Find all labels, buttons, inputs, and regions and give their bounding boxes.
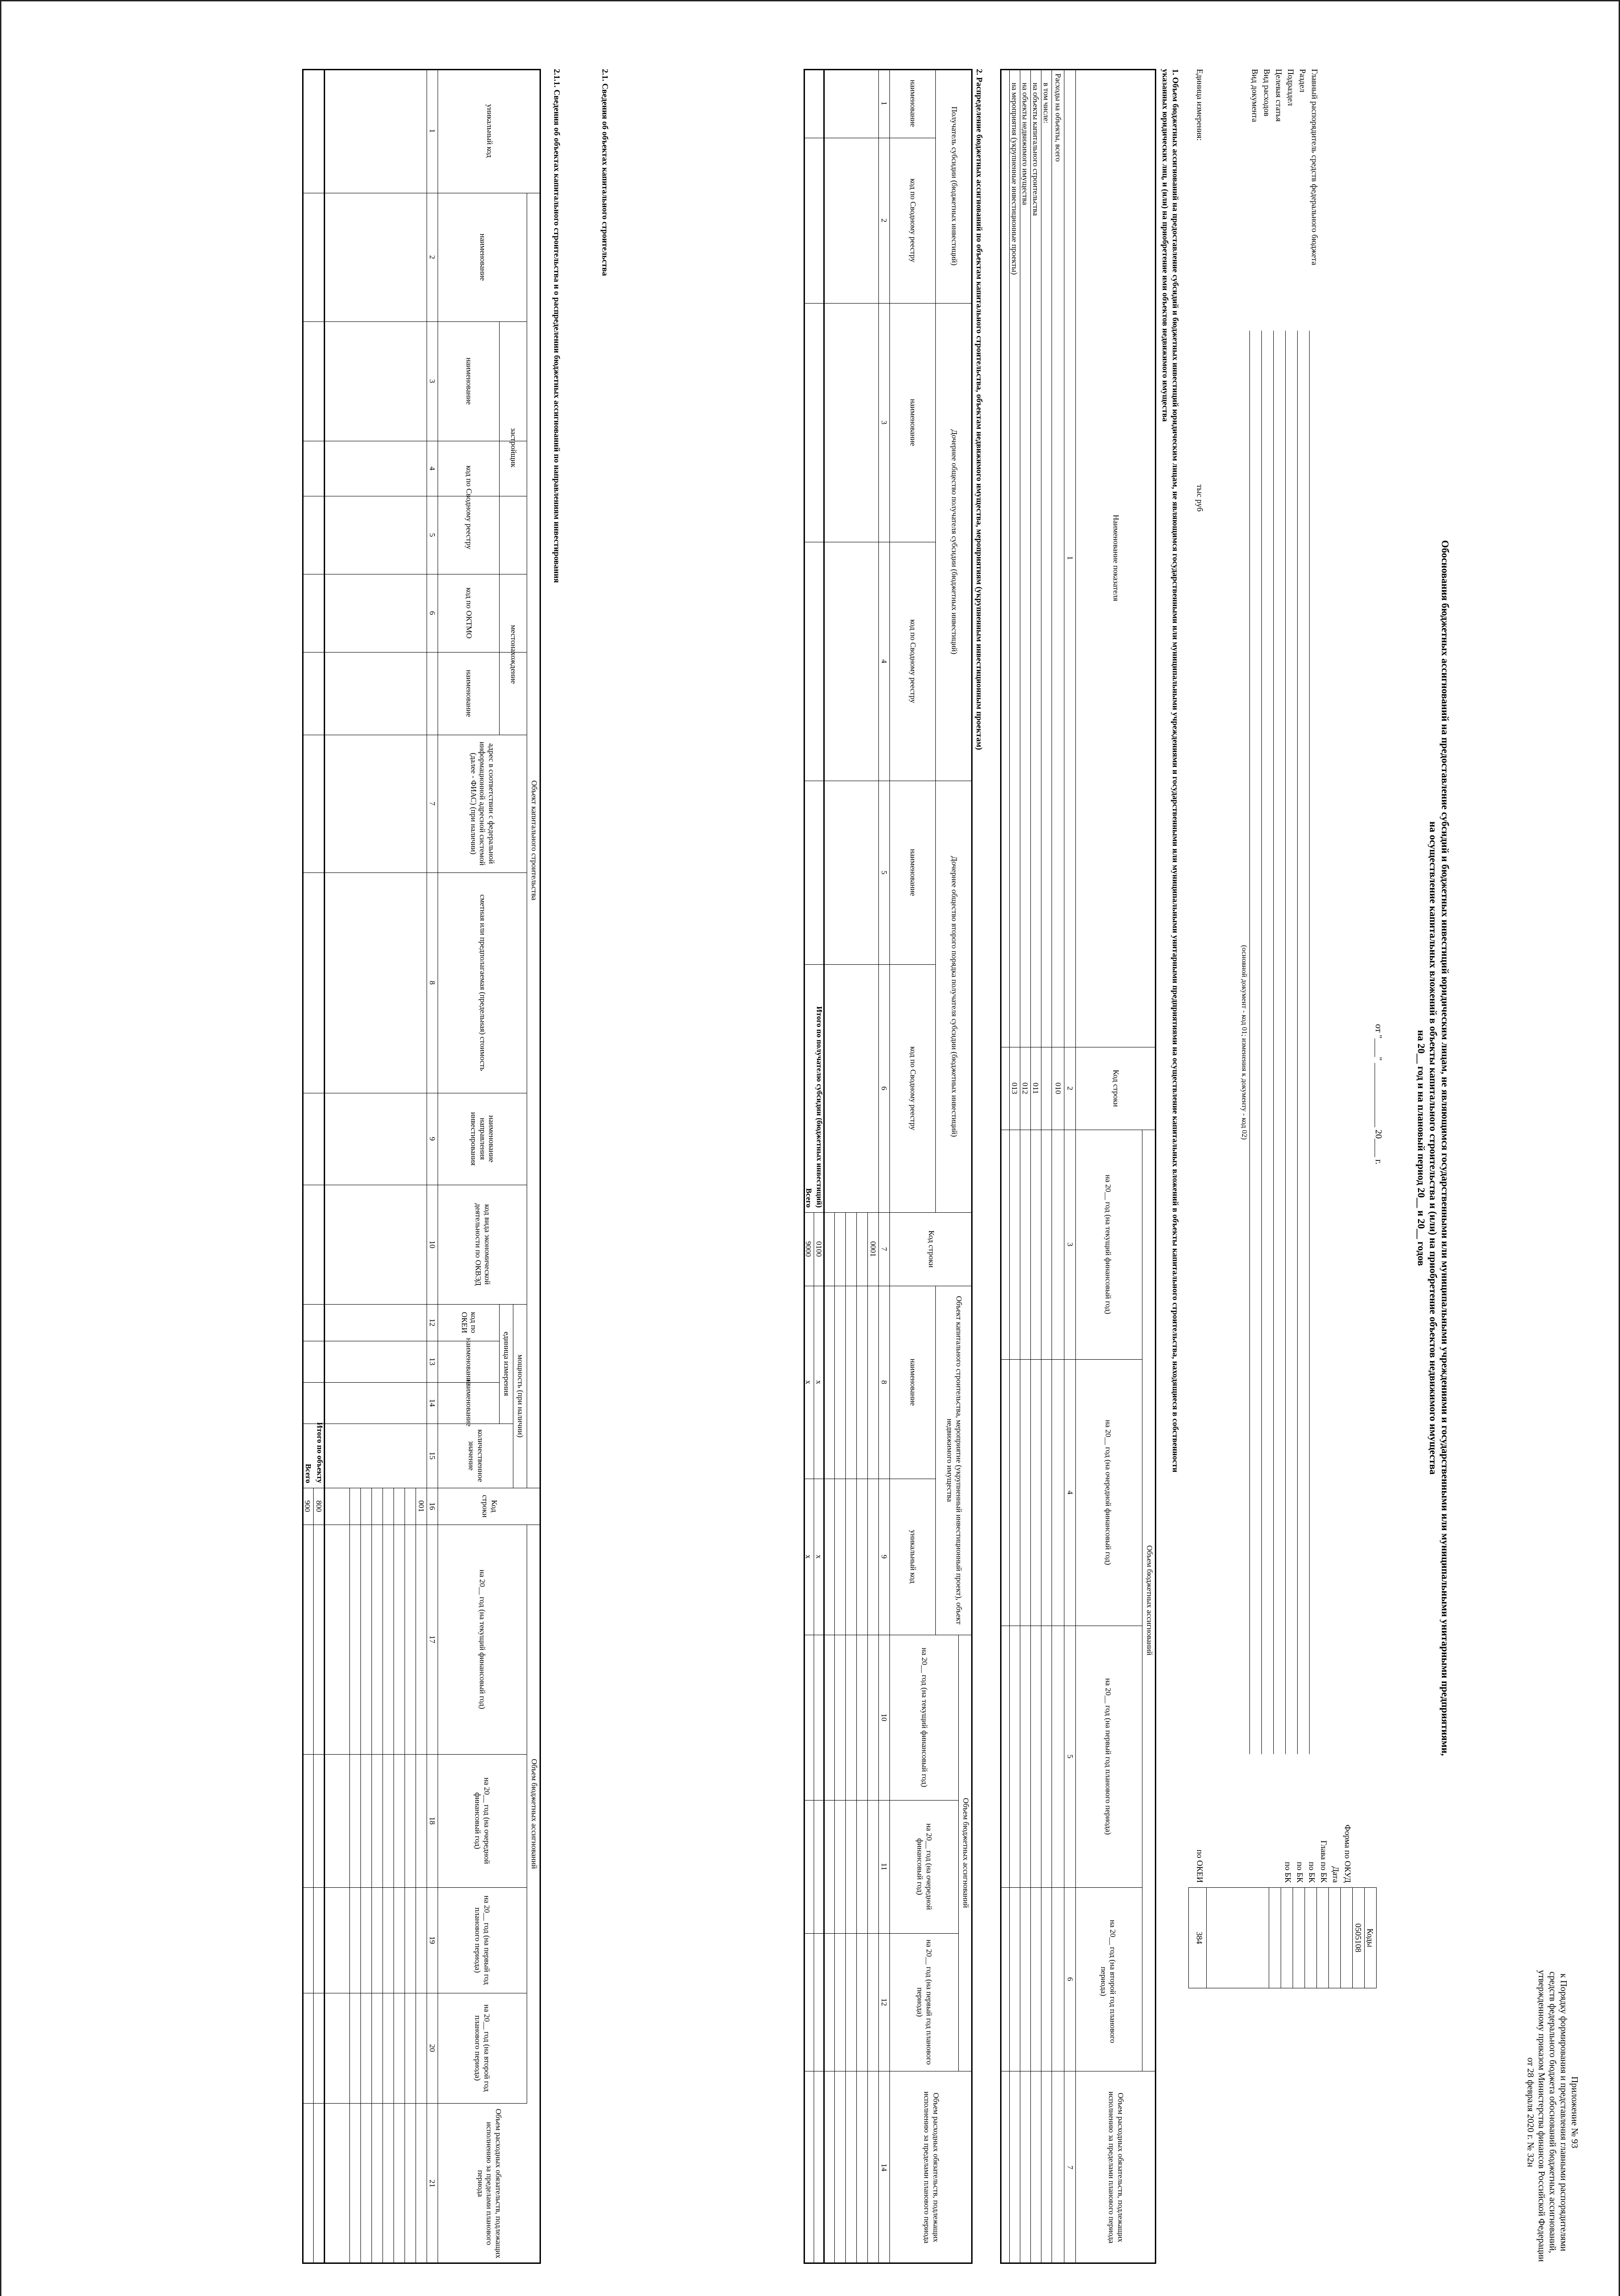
s2-grand-label: Всего <box>804 1188 813 1208</box>
col-num: 13 <box>428 1357 437 1366</box>
s2-head-name: наименование <box>908 79 917 127</box>
s2-head-volume: Объем бюджетных ассигнований <box>961 1798 970 1908</box>
x-mark: x <box>815 1380 824 1384</box>
codes-label: по БК <box>1295 1862 1305 1883</box>
s2-rule <box>834 1212 835 2264</box>
col-num: 10 <box>428 1240 437 1249</box>
col-num: 15 <box>428 1452 437 1460</box>
col-num: 16 <box>428 1502 437 1510</box>
s21-head-qty: количественное значение <box>467 1429 485 1482</box>
col-num: 1 <box>1065 556 1074 560</box>
s21-head-pname: наименование <box>464 1379 473 1427</box>
s21-obj-total-code: 800 <box>315 1500 324 1512</box>
col-num: 19 <box>428 1936 437 1944</box>
codes-label: по ОКЕИ <box>1195 1849 1204 1883</box>
s2-rule <box>845 1212 846 2264</box>
col-num: 6 <box>880 1086 889 1091</box>
s21-obj-total-label: Итого по объекту <box>315 1422 324 1483</box>
fill-line[interactable] <box>1249 331 1250 1754</box>
s21-head-y3: на 20__ год (на первый год планового периода) <box>473 1895 492 1985</box>
s21-col <box>302 1887 527 1888</box>
codes-rule <box>1340 1887 1341 1988</box>
s21-head-okved: код вида экономической деятельности по ОКВЭД <box>474 1203 492 1286</box>
s2-head-code: Код строки <box>927 1230 936 1268</box>
s2-row-code: 0001 <box>869 1241 878 1257</box>
s2-head-reg: код по Сводному реестру <box>908 619 917 703</box>
codes-rule <box>1328 1887 1329 1988</box>
s21-grand-code: 900 <box>303 1500 312 1512</box>
date-line: от "____" ______________ 20____ г. <box>1373 1024 1384 1165</box>
okud-code: 0505108 <box>1354 1923 1363 1953</box>
col-num: 11 <box>880 1863 889 1871</box>
col-num: 4 <box>880 659 889 664</box>
s2-head-y1: на 20__ год (на текущий финансовый год) <box>920 1648 929 1787</box>
s21-rule <box>313 1488 314 2264</box>
s2-head-sub1: Дочернее общество получателя субсидии (бюджетных инвестиций) <box>950 429 959 654</box>
s21-head-dev: застройщик <box>509 428 518 467</box>
page-title-line3: на 20__ год и на плановый период 20__ и 20__ годов <box>1416 1030 1427 1266</box>
s2-head-object: Объект капитального строительства, мероприятие (укрупненный инвестиционный проект), объект недвижимого имущества <box>945 1296 963 1625</box>
x-mark: x <box>804 1554 813 1559</box>
fill-line[interactable] <box>1273 331 1274 1754</box>
s21-head-dir: наименование направления инвестирования <box>469 1112 496 1166</box>
okei-code: 384 <box>1195 1931 1204 1944</box>
s2-head-uniq: уникальный код <box>908 1530 917 1584</box>
page-title-line2: на осуществление капитальных вложений в объекты капитального строительства и (или) на приобретение объектов недвижимого имущества <box>1428 821 1439 1475</box>
s2-head-name: наименование <box>908 1358 917 1406</box>
fill-line[interactable] <box>1261 331 1262 1754</box>
s21-head-y2: на 20__ год (на очередной финансовый год) <box>473 1777 492 1864</box>
s2-rule <box>867 1212 868 2264</box>
field-label: Главный распорядитель средств федерального бюджета <box>1310 69 1319 265</box>
appendix-line: от 28 февраля 2020 г. № 32н <box>1525 2057 1536 2167</box>
col-num: 7 <box>880 1247 889 1251</box>
s21-col <box>302 872 527 873</box>
s21-head-dev-reg: код по Сводному реестру <box>464 465 473 550</box>
s2-grand-code: 9000 <box>804 1241 813 1257</box>
col-num: 3 <box>428 379 437 383</box>
col-num: 7 <box>428 801 437 806</box>
s1-head-volume: Объем бюджетных ассигнований <box>1145 1545 1154 1655</box>
s1-row-code: 011 <box>1031 1082 1040 1094</box>
section21-title: 2.1. Сведения об объектах капитального строительства <box>601 69 610 276</box>
col-num: 9 <box>428 1137 437 1141</box>
s2-head-beyond: Объем расходных обязательств, подлежащих исполнению за пределами планового периода <box>922 2091 940 2244</box>
col-num: 12 <box>428 1318 437 1327</box>
col-num: 3 <box>880 420 889 425</box>
section211-title: 2.1.1. Сведения об объектах капитального строительства и о распределении бюджетных ассигнований по направлениям инвестирования <box>552 69 562 583</box>
s2-head-name: наименование <box>908 399 917 446</box>
col-num: 3 <box>1065 1242 1074 1247</box>
appendix-line: средств федерального бюджета обоснований бюджетных ассигнований, <box>1547 1971 1558 2253</box>
col-num: 6 <box>1065 1977 1074 1981</box>
s1-row-code: 013 <box>1010 1082 1019 1094</box>
s1-row-code: 012 <box>1021 1082 1029 1094</box>
s1-head-beyond: Объем расходных обязательств, подлежащих исполнению за пределами планового периода <box>1107 2091 1125 2244</box>
s1-head-y1: на 20__ год (на текущий финансовый год) <box>1103 1175 1113 1314</box>
s21-rule <box>360 1488 361 2264</box>
codes-label: по БК <box>1307 1862 1316 1883</box>
s1-head-y4: на 20__ год (на второй год планового периода) <box>1099 1919 1117 2043</box>
s21-head-unit: единица измерения <box>502 1331 511 1396</box>
s1-row-label: Расходы на объекты, всего <box>1054 73 1063 162</box>
s21-head-y4: на 20__ год (на второй год планового периода) <box>473 2004 492 2092</box>
fill-line[interactable] <box>1297 331 1298 1754</box>
appendix-line: к Порядку формирования и представления главными распорядителями <box>1558 1973 1569 2251</box>
s21-col <box>302 2103 527 2104</box>
s1-row-label: на объекты недвижимого имущества <box>1021 83 1029 205</box>
section2-title: 2. Распределение бюджетных ассигнований по объектам капитального строительства, объектам недвижимого имущества, мероприятиям (укрупненным инвестиционным проектам) <box>975 69 984 750</box>
s1-row-label: на объекты капитального строительства <box>1031 83 1040 216</box>
col-num: 4 <box>1065 1490 1074 1495</box>
col-num: 2 <box>428 255 437 259</box>
s2-head-reg: код по Сводному реестру <box>908 178 917 263</box>
col-num: 7 <box>1065 2165 1074 2170</box>
col-num: 20 <box>428 2044 437 2052</box>
codes-rule <box>1316 1887 1317 1988</box>
s21-head-volume: Объем бюджетных ассигнований <box>529 1759 539 1869</box>
s2-head-name: наименование <box>908 849 917 896</box>
s2-total-label: Итого по получателю субсидии (бюджетных инвестиций) <box>815 1006 824 1208</box>
section1-title: 1. Объем бюджетных ассигнований на предоставление субсидий и бюджетных инвестиций юридическим лицам, не являющимся государственными или муниципальными учреждениями и государственными или муниципальными унитарными предприятиями на осуществление капитальных вложений в объекты капитального строительства, находящиеся в собственности <box>1171 69 1180 1473</box>
col-num: 17 <box>428 1635 437 1643</box>
col-num: 10 <box>880 1713 889 1722</box>
s21-head-name: наименование <box>478 233 487 281</box>
fill-line[interactable] <box>1309 331 1310 1754</box>
codes-rule <box>1206 1887 1207 1988</box>
s2-head-y2: на 20__ год (на очередной финансовый год) <box>916 1823 934 1910</box>
s21-head-address: адрес в соответствии с федеральной информационной адресной системой (далее - ФИАС) (при наличии) <box>469 742 496 866</box>
field-label: Подраздел <box>1286 69 1295 106</box>
col-num: 1 <box>880 101 889 106</box>
field-label: Раздел <box>1298 69 1307 92</box>
s1-head-code: Код строки <box>1112 1069 1121 1107</box>
codes-label: по БК <box>1283 1862 1293 1883</box>
col-num: 1 <box>428 129 437 133</box>
codes-label: Дата <box>1331 1866 1340 1883</box>
codes-box <box>1188 1887 1377 1988</box>
appendix-line: Приложение № 93 <box>1569 2076 1580 2149</box>
s2-total-code: 0100 <box>815 1241 824 1257</box>
col-num: 4 <box>428 466 437 471</box>
col-num: 5 <box>1065 1754 1074 1759</box>
x-mark: x <box>815 1554 824 1559</box>
s2-head-reg: код по Сводному реестру <box>908 1046 917 1131</box>
s21-head-uname: наименование <box>464 1338 473 1385</box>
col-num: 8 <box>880 1380 889 1384</box>
s21-col <box>302 1754 527 1755</box>
s21-head-dev-name: наименование <box>464 357 473 405</box>
s21-head-place-name: наименование <box>464 670 473 717</box>
s21-rule <box>371 1488 372 2264</box>
s21-grand-label: Всего <box>304 1463 313 1483</box>
doc-note: (основной документ - код 01; изменения к документу - код 02) <box>1240 945 1248 1140</box>
s21-head-code: Код строки <box>481 1495 499 1518</box>
s21-head-y1: на 20__ год (на текущий финансовый год) <box>478 1570 487 1709</box>
col-num: 18 <box>428 1817 437 1825</box>
col-num: 2 <box>1065 1086 1074 1091</box>
col-num: 14 <box>428 1399 437 1407</box>
col-num: 9 <box>880 1554 889 1559</box>
col-num: 14 <box>880 2163 889 2172</box>
s1-head-name: Наименование показателя <box>1112 514 1121 602</box>
s21-head-oktmo: код по ОКТМО <box>464 587 473 639</box>
s1-rule <box>1030 69 1031 2264</box>
s2-head-recipient: Получатель субсидии (бюджетных инвестиций) <box>950 106 959 266</box>
appendix-line: утвержденному приказом Министерства финансов Российской Федерации <box>1536 1970 1547 2262</box>
s21-head-power: мощность (при наличии) <box>516 1354 525 1438</box>
codes-rule <box>1364 1887 1365 1988</box>
field-label: Вид расходов <box>1262 69 1271 117</box>
s21-head-okei: код по ОКЕИ <box>460 1311 478 1334</box>
page-title: Обоснования бюджетных ассигнований на предоставление субсидий и бюджетных инвестиций юридическим лицам, не являющимся государственными или муниципальными учреждениями и государственными или муниципальными унитарными предприятиями, <box>1440 540 1451 1756</box>
unit-value: тыс руб <box>1195 484 1204 512</box>
s1-row-label: на мероприятия (укрупненные инвестиционные проекты) <box>1010 83 1019 275</box>
s21-head-cost: сметная или предполагаемая (предельная) стоимость <box>478 894 487 1071</box>
codes-header: Коды <box>1366 1928 1375 1947</box>
s1-head-y3: на 20__ год (на первый год планового периода) <box>1103 1678 1113 1835</box>
col-num: 8 <box>428 980 437 985</box>
s21-head-place: местонахождение <box>509 625 518 684</box>
s21-head-uniq: уникальный код <box>485 104 494 158</box>
s1-head-y2: на 20__ год (на очередной финансовый год) <box>1103 1419 1113 1565</box>
unit-label: Единица измерения: <box>1195 69 1204 141</box>
col-num: 2 <box>880 218 889 223</box>
s21-head-beyond: Объем расходных обязательств, подлежащих исполнению за пределами планового периода <box>476 2109 503 2258</box>
col-num: 21 <box>428 2179 437 2188</box>
col-num: 5 <box>428 533 437 537</box>
fill-line[interactable] <box>1285 331 1286 1754</box>
codes-label: Форма по ОКУД <box>1343 1824 1352 1883</box>
s2-head-y3: на 20__ год (на первый год планового периода) <box>916 1939 934 2065</box>
s2-head-sub2: Дочернее общество второго порядка получателя субсидии (бюджетных инвестиций) <box>950 856 959 1137</box>
s21-row-code: 001 <box>417 1500 426 1512</box>
codes-rule <box>1352 1887 1353 1988</box>
s21-rule <box>324 69 325 2264</box>
s21-rule <box>382 1488 383 2264</box>
x-mark: x <box>804 1380 813 1384</box>
codes-label: Глава по БК <box>1319 1840 1328 1883</box>
s21-head-object: Объект капитального строительства <box>529 780 539 900</box>
field-label: Вид документа <box>1250 69 1260 122</box>
field-label: Целевая статья <box>1274 69 1283 122</box>
col-num: 5 <box>880 870 889 875</box>
s2-rule <box>856 1212 857 2264</box>
s1-row-label: в том числе: <box>1042 83 1051 124</box>
col-num: 6 <box>428 611 437 615</box>
s1-rule <box>1009 69 1010 2264</box>
s1-row-code: 010 <box>1054 1082 1063 1094</box>
s21-rule <box>349 1488 350 2264</box>
section1-title-line2: указанных юридических лиц, и (или) на приобретение ими объектов недвижимого имущества <box>1161 69 1170 422</box>
col-num: 12 <box>880 1998 889 2006</box>
